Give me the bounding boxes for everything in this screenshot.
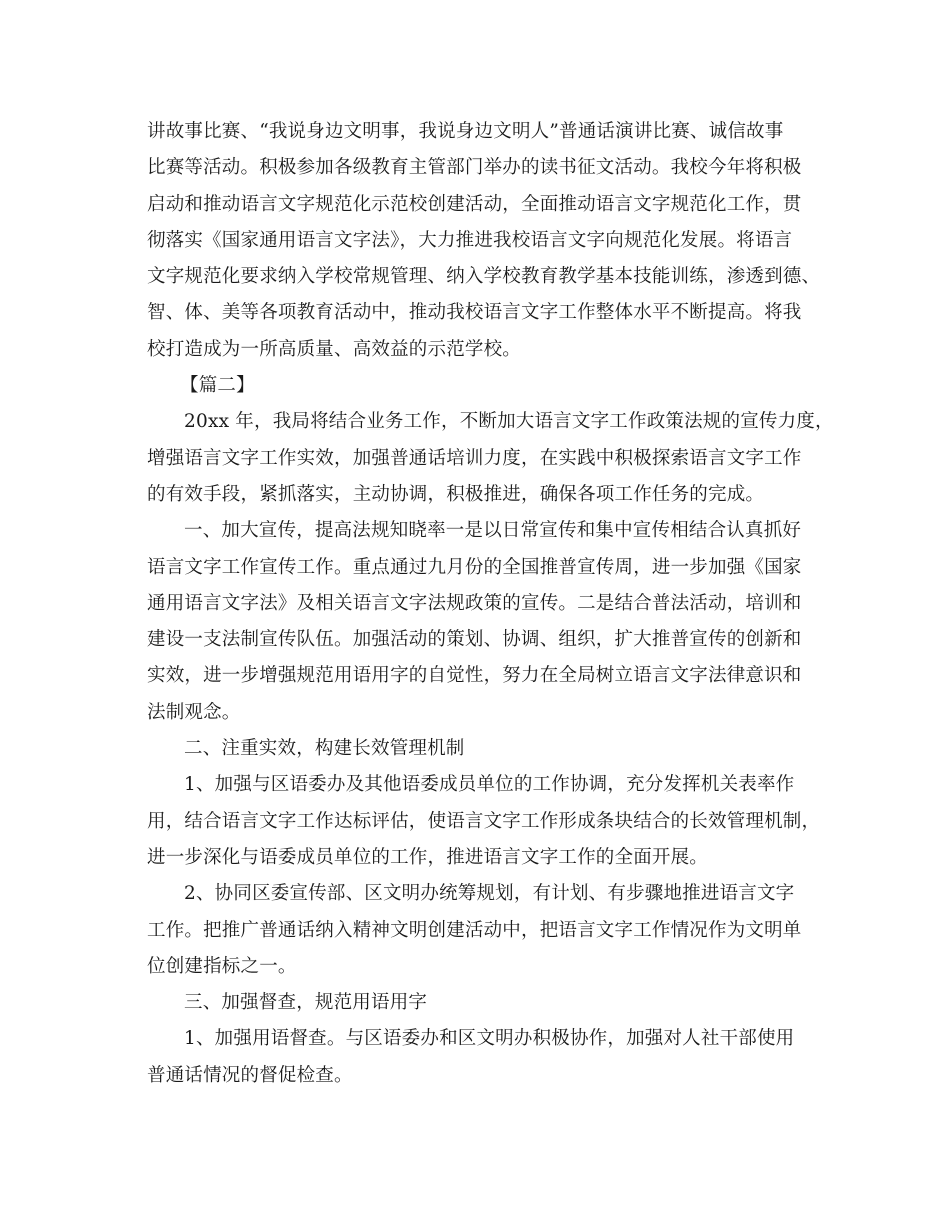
subsection-heading: 二、注重实效，构建长效管理机制 (184, 738, 465, 760)
text-line: 比赛等活动。积极参加各级教育主管部门举办的读书征文活动。我校今年将积极 (147, 157, 802, 179)
text-line: 用，结合语言文字工作达标评估，使语言文字工作形成条块结合的长效管理机制， (147, 810, 821, 832)
text-line: 的有效手段，紧抓落实，主动协调，积极推进，确保各项工作任务的完成。 (147, 483, 765, 505)
paragraph-first-line: 1、加强用语督查。与区语委办和区文明办积极协作，加强对人社干部使用 (184, 1028, 795, 1050)
text-line: 语言文字工作宣传工作。重点通过九月份的全国推普宣传周，进一步加强《国家 (147, 556, 802, 578)
paragraph-first-line: 1、加强与区语委办及其他语委成员单位的工作协调，充分发挥机关表率作 (184, 774, 795, 796)
text-line: 法制观念。 (147, 701, 241, 723)
text-line: 讲故事比赛、“我说身边文明事，我说身边文明人”普通话演讲比赛、诚信故事 (147, 121, 784, 142)
text-line: 校打造成为一所高质量、高效益的示范学校。 (147, 338, 522, 360)
paragraph-first-line: 2、协同区委宣传部、区文明办统筹规划，有计划、有步骤地推进语言文字 (184, 883, 795, 905)
text-line: 实效，进一步增强规范用语用字的自觉性，努力在全局树立语言文字法律意识和 (147, 665, 802, 687)
text-line: 增强语言文字工作实效，加强普通话培训力度，在实践中积极探索语言文字工作 (147, 447, 802, 469)
paragraph-first-line: 一、加大宣传，提高法规知晓率一是以日常宣传和集中宣传相结合认真抓好 (184, 520, 802, 542)
text-line: 智、体、美等各项教育活动中，推动我校语言文字工作整体水平不断提高。将我 (147, 302, 802, 324)
document-body (147, 114, 834, 1094)
text-line: 文字规范化要求纳入学校常规管理、纳入学校教育教学基本技能训练，渗透到德、 (147, 266, 821, 288)
paragraph-first-line: 20xx 年，我局将结合业务工作，不断加大语言文字工作政策法规的宣传力度， (184, 411, 834, 433)
section-heading: 【篇二】 (180, 375, 255, 397)
text-line: 普通话情况的督促检查。 (147, 1064, 353, 1086)
text-line: 通用语言文字法》及相关语言文字法规政策的宣传。二是结合普法活动，培训和 (147, 592, 802, 614)
text-line: 进一步深化与语委成员单位的工作，推进语言文字工作的全面开展。 (147, 846, 709, 868)
text-line: 位创建指标之一。 (147, 955, 297, 977)
text-line: 建设一支法制宣传队伍。加强活动的策划、协调、组织，扩大推普宣传的创新和 (147, 629, 802, 651)
text-line: 工作。把推广普通话纳入精神文明创建活动中，把语言文字工作情况作为文明单 (147, 919, 802, 941)
subsection-heading: 三、加强督查，规范用语用字 (184, 992, 428, 1014)
text-line: 彻落实《国家通用语言文字法》，大力推进我校语言文字向规范化发展。将语言 (147, 229, 793, 251)
text-line: 启动和推动语言文字规范化示范校创建活动，全面推动语言文字规范化工作，贯 (147, 193, 802, 215)
